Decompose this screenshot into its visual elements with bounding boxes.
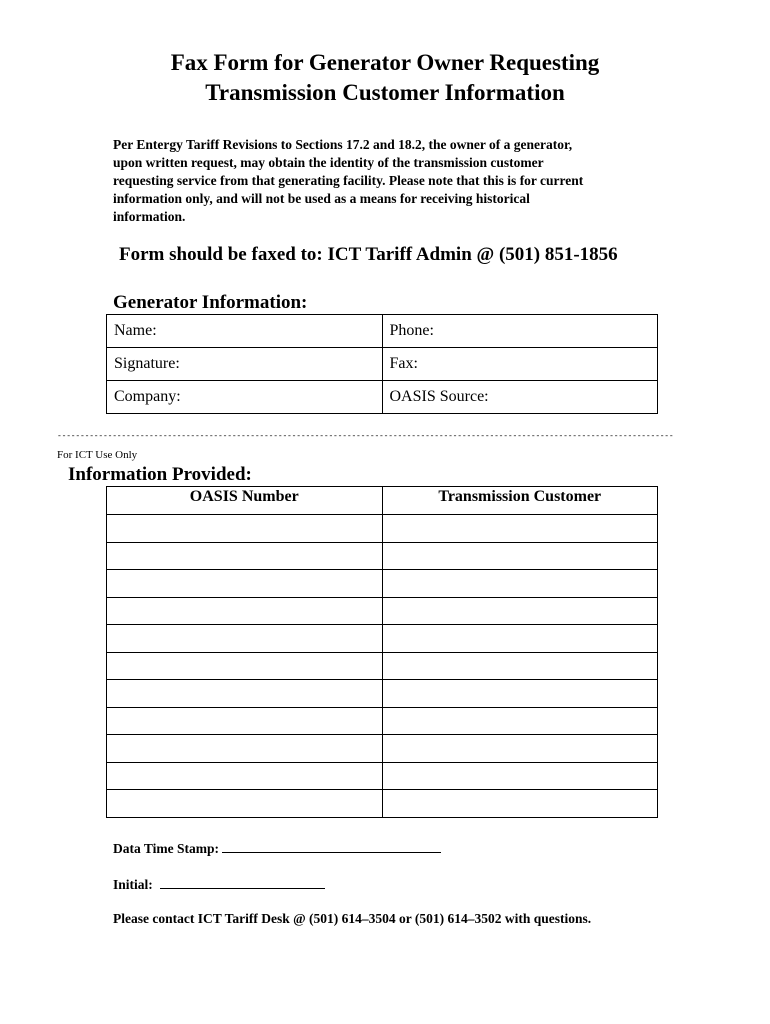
data-time-stamp-label: Data Time Stamp: xyxy=(113,841,220,856)
ict-use-only-label: For ICT Use Only xyxy=(57,449,138,461)
table-row xyxy=(107,790,658,818)
table-row xyxy=(107,381,658,414)
table-row xyxy=(107,515,658,543)
initial-line xyxy=(113,876,325,893)
data-time-stamp-field[interactable] xyxy=(222,840,441,853)
oasis-number-cell[interactable] xyxy=(107,707,383,735)
transmission-customer-cell[interactable] xyxy=(382,597,658,625)
table-header-row xyxy=(107,487,658,515)
transmission-customer-cell[interactable] xyxy=(382,542,658,570)
cut-line-divider: -------------------------------------------------------------------------------------------------------------------------------------- xyxy=(57,432,674,441)
transmission-customer-cell[interactable] xyxy=(382,790,658,818)
name-field[interactable]: Name: xyxy=(107,315,383,348)
intro-line: information only, and will not be used as a means for receiving historical xyxy=(113,191,530,206)
fax-field[interactable]: Fax: xyxy=(382,348,658,381)
oasis-number-cell[interactable] xyxy=(107,515,383,543)
table-row xyxy=(107,735,658,763)
transmission-customer-cell[interactable] xyxy=(382,707,658,735)
table-row xyxy=(107,652,658,680)
initial-field[interactable] xyxy=(160,876,325,889)
title-line-1: Fax Form for Generator Owner Requesting xyxy=(170,50,600,75)
signature-field[interactable]: Signature: xyxy=(107,348,383,381)
transmission-customer-cell[interactable] xyxy=(382,652,658,680)
oasis-source-field[interactable]: OASIS Source: xyxy=(382,381,658,414)
generator-info-heading: Generator Information: xyxy=(113,292,308,313)
table-row xyxy=(107,315,658,348)
transmission-customer-cell[interactable] xyxy=(382,625,658,653)
transmission-customer-cell[interactable] xyxy=(382,735,658,763)
table-row xyxy=(107,348,658,381)
information-provided-table xyxy=(106,486,658,818)
oasis-number-cell[interactable] xyxy=(107,570,383,598)
oasis-number-cell[interactable] xyxy=(107,597,383,625)
column-header-transmission-customer: Transmission Customer xyxy=(382,487,658,515)
table-row xyxy=(107,680,658,708)
initial-label: Initial: xyxy=(113,877,153,892)
information-provided-heading: Information Provided: xyxy=(68,464,252,485)
column-header-oasis-number: OASIS Number xyxy=(107,487,383,515)
table-row xyxy=(107,542,658,570)
company-field[interactable]: Company: xyxy=(107,381,383,414)
transmission-customer-cell[interactable] xyxy=(382,570,658,598)
oasis-number-cell[interactable] xyxy=(107,652,383,680)
title-line-2: Transmission Customer Information xyxy=(205,80,565,105)
oasis-number-cell[interactable] xyxy=(107,542,383,570)
transmission-customer-cell[interactable] xyxy=(382,680,658,708)
oasis-number-cell[interactable] xyxy=(107,762,383,790)
transmission-customer-cell[interactable] xyxy=(382,515,658,543)
intro-line: upon written request, may obtain the identity of the transmission customer xyxy=(113,155,544,170)
intro-line: information. xyxy=(113,209,186,224)
information-table-body xyxy=(107,515,658,818)
intro-line: requesting service from that generating facility. Please note that this is for current xyxy=(113,173,584,188)
data-time-stamp-line xyxy=(113,840,441,857)
table-row xyxy=(107,762,658,790)
intro-paragraph xyxy=(113,136,673,226)
table-row xyxy=(107,570,658,598)
oasis-number-cell[interactable] xyxy=(107,625,383,653)
oasis-number-cell[interactable] xyxy=(107,680,383,708)
phone-field[interactable]: Phone: xyxy=(382,315,658,348)
table-row xyxy=(107,625,658,653)
form-title xyxy=(0,48,770,108)
table-row xyxy=(107,597,658,625)
oasis-number-cell[interactable] xyxy=(107,735,383,763)
contact-note: Please contact ICT Tariff Desk @ (501) 614–3504 or (501) 614–3502 with questions. xyxy=(113,911,592,926)
oasis-number-cell[interactable] xyxy=(107,790,383,818)
intro-line: Per Entergy Tariff Revisions to Sections 17.2 and 18.2, the owner of a generator, xyxy=(113,137,573,152)
fax-to-instruction: Form should be faxed to: ICT Tariff Admin @ (501) 851-1856 xyxy=(119,244,618,265)
generator-info-table xyxy=(106,314,658,414)
table-row xyxy=(107,707,658,735)
transmission-customer-cell[interactable] xyxy=(382,762,658,790)
